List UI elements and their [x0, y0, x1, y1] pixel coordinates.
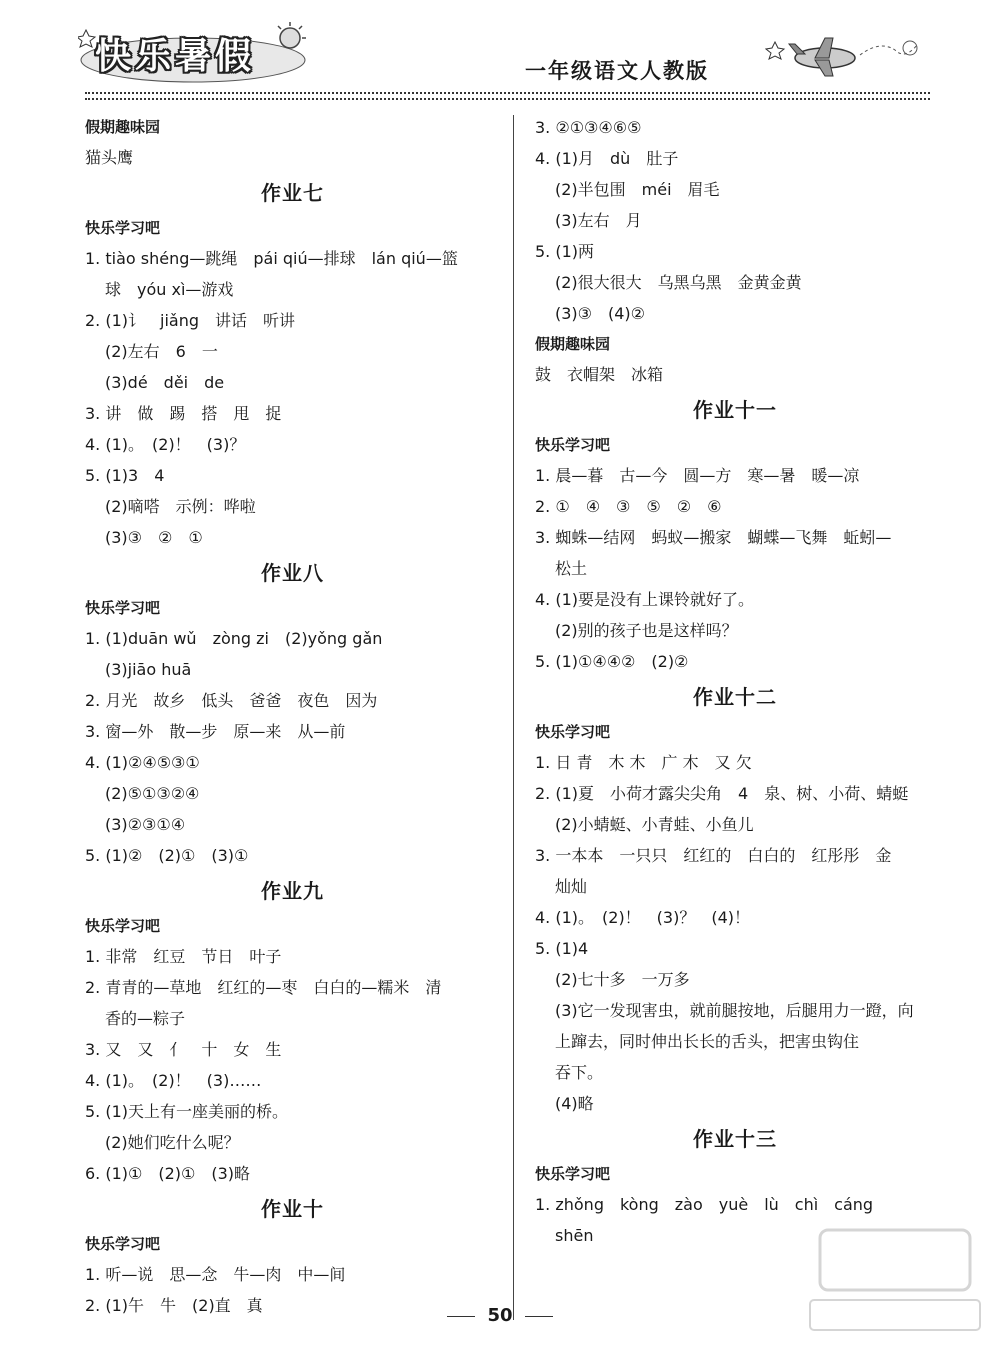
- answer-line: 吞下。: [555, 1063, 604, 1082]
- header-rule: [85, 92, 930, 94]
- answer-line: 1. 晨—暮 古—今 圆—方 寒—暑 暖—凉: [535, 466, 860, 485]
- assignment-heading: 作业十三: [693, 1127, 777, 1151]
- answer-line: 5. (1)4: [535, 939, 589, 958]
- assignment-heading: 作业七: [261, 181, 324, 205]
- page-number: 50: [487, 1305, 513, 1326]
- answer-line: 3. ②①③④⑥⑤: [535, 118, 642, 137]
- answer-line: 4. (1)。 (2)！ (3)……: [85, 1071, 262, 1090]
- answer-line: 灿灿: [555, 877, 588, 896]
- answer-line: shēn: [555, 1226, 594, 1245]
- answer-line: 4. (1)②④⑤③①: [85, 753, 200, 772]
- assignment-heading: 作业十: [261, 1197, 324, 1221]
- answer-line: 上蹿去，同时伸出长长的舌头，把害虫钩住: [555, 1032, 860, 1051]
- column-divider: [513, 115, 514, 1320]
- answer-line: 鼓 衣帽架 冰箱: [535, 365, 664, 384]
- answer-line: 4. (1)要是没有上课铃就好了。: [535, 590, 755, 609]
- assignment-heading: 作业八: [261, 561, 324, 585]
- section-title: 快乐学习吧: [85, 599, 161, 617]
- answer-line: 3. 讲 做 踢 搭 甩 捉: [85, 404, 282, 423]
- assignment-heading: 作业十二: [693, 685, 777, 709]
- logo-title: 快乐暑假: [95, 36, 256, 77]
- answer-line: 5. (1)3 4: [85, 466, 165, 485]
- answer-line: 5. (1)①④④② (2)②: [535, 652, 689, 671]
- edition-label: 一年级语文人教版: [525, 59, 709, 83]
- answer-line: (3)②③①④: [105, 815, 186, 834]
- answer-line: (2)嘀嗒 示例：哗啦: [105, 497, 256, 516]
- answer-line: 3. 一本本 一只只 红红的 白白的 红彤彤 金: [535, 846, 892, 865]
- answer-line: 2. (1)夏 小荷才露尖尖角 4 泉、树、小荷、蜻蜓: [535, 784, 909, 803]
- answer-line: 4. (1)月 dù 肚子: [535, 149, 679, 168]
- answer-line: (4)略: [555, 1094, 594, 1113]
- answer-line: 5. (1)② (2)① (3)①: [85, 846, 249, 865]
- answer-line: 5. (1)天上有一座美丽的桥。: [85, 1102, 289, 1121]
- answer-line: 1. 日 青 木 木 广 木 又 欠: [535, 753, 752, 772]
- answer-line: 松土: [555, 559, 588, 578]
- section-title: 快乐学习吧: [85, 219, 161, 237]
- page-header: [0, 0, 1000, 100]
- answer-line: 2. (1)午 牛 (2)直 真: [85, 1296, 263, 1315]
- watermark-logo-icon: [790, 1220, 990, 1340]
- answer-line: 1. (1)duān wǔ zòng zi (2)yǒng gǎn: [85, 629, 383, 648]
- answer-line: (2)别的孩子也是这样吗？: [555, 621, 738, 640]
- answer-line: (2)左右 6 一: [105, 342, 218, 361]
- section-title: 快乐学习吧: [85, 917, 161, 935]
- answer-line: 3. 窗—外 散—步 原—来 从—前: [85, 722, 346, 741]
- airplane-icon: [765, 30, 925, 80]
- answer-line: (2)她们吃什么呢？: [105, 1133, 240, 1152]
- answer-line: 猫头鹰: [85, 148, 134, 167]
- section-title: 快乐学习吧: [535, 723, 611, 741]
- answer-line: 4. (1)。 (2)！ (3)？ (4)！: [535, 908, 751, 927]
- answer-line: 1. tiào shéng—跳绳 pái qiú—排球 lán qiú—篮: [85, 249, 458, 268]
- section-title: 假期趣味园: [85, 118, 161, 136]
- answer-line: 4. (1)。 (2)！ (3)？: [85, 435, 246, 454]
- answer-line: (2)⑤①③②④: [105, 784, 200, 803]
- answer-line: (2)半包围 méi 眉毛: [555, 180, 720, 199]
- answer-line: 1. zhǒng kòng zào yuè lù chì cáng: [535, 1195, 874, 1214]
- answer-line: (2)小蜻蜓、小青蛙、小鱼儿: [555, 815, 754, 834]
- answer-line: (3)③ (4)②: [555, 304, 646, 323]
- answer-line: 2. 月光 故乡 低头 爸爸 夜色 因为: [85, 691, 378, 710]
- answer-line: (3)jiāo huā: [105, 660, 192, 679]
- answer-line: (3)左右 月: [555, 211, 642, 230]
- left-column: [85, 112, 500, 1321]
- answer-line: 2. (1)讠 jiǎng 讲话 听讲: [85, 311, 296, 330]
- section-title: 快乐学习吧: [535, 436, 611, 454]
- answer-line: 3. 蜘蛛—结网 蚂蚁—搬家 蝴蝶—飞舞 蚯蚓—: [535, 528, 892, 547]
- answer-line: 5. (1)两: [535, 242, 595, 261]
- answer-line: 6. (1)① (2)① (3)略: [85, 1164, 251, 1183]
- answer-line: 2. ① ④ ③ ⑤ ② ⑥: [535, 497, 722, 516]
- answer-line: 香的—粽子: [105, 1009, 186, 1028]
- answer-line: (3)③ ② ①: [105, 528, 203, 547]
- header-rule-2: [85, 98, 930, 100]
- answer-line: 3. 又 又 亻 十 女 生: [85, 1040, 282, 1059]
- assignment-heading: 作业十一: [693, 398, 777, 422]
- answer-line: (3)dé děi de: [105, 373, 225, 392]
- answer-line: (2)七十多 一万多: [555, 970, 690, 989]
- answer-line: 1. 非常 红豆 节日 叶子: [85, 947, 282, 966]
- answer-line: 1. 听—说 思—念 牛—肉 中—间: [85, 1265, 346, 1284]
- section-title: 假期趣味园: [535, 335, 611, 353]
- answer-line: 2. 青青的—草地 红红的—枣 白白的—糯米 清: [85, 978, 442, 997]
- section-title: 快乐学习吧: [85, 1235, 161, 1253]
- answer-line: (2)很大很大 乌黑乌黑 金黄金黄: [555, 273, 802, 292]
- right-column: [535, 112, 935, 1251]
- section-title: 快乐学习吧: [535, 1165, 611, 1183]
- answer-line: 球 yóu xì—游戏: [105, 280, 234, 299]
- answer-line: (3)它一发现害虫，就前腿按地，后腿用力一蹬，向: [555, 1001, 914, 1020]
- assignment-heading: 作业九: [261, 879, 324, 903]
